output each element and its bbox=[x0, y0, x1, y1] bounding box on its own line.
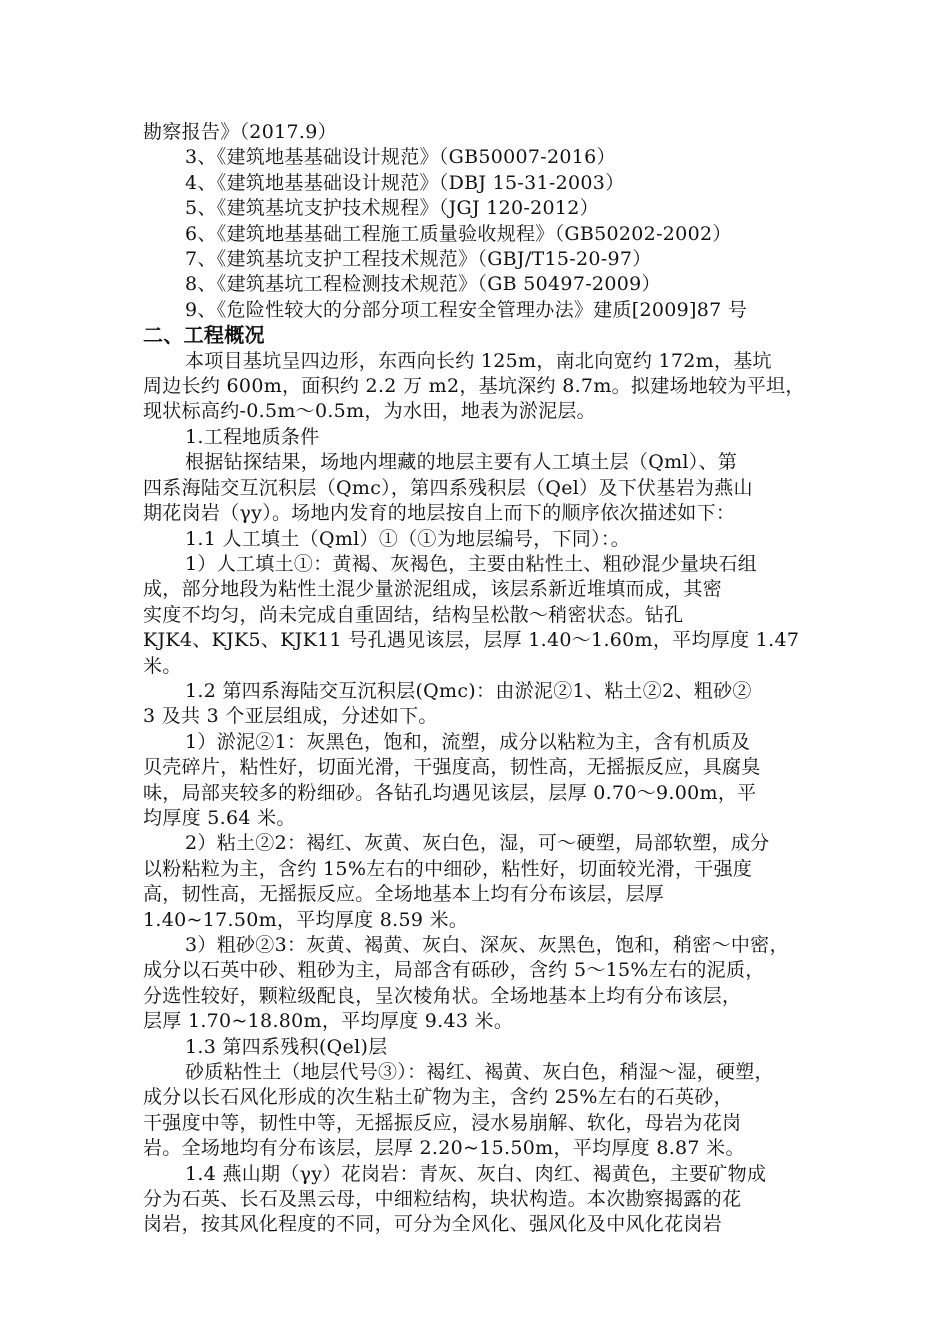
text-line: 1.1 人工填土（Qml）①（①为地层编号，下同）：。 bbox=[185, 527, 631, 550]
text-line: 7、《建筑基坑支护工程技术规范》（GBJ/T15-20-97） bbox=[185, 248, 652, 271]
text-line: KJK4、KJK5、KJK11 号孔遇见该层，层厚 1.40～1.60m，平均厚度 1.47 bbox=[143, 629, 800, 652]
text-line: 4、《建筑地基基础设计规范》（DBJ 15-31-2003） bbox=[185, 171, 625, 194]
text-line: 1）淤泥②1：灰黑色，饱和，流塑，成分以粘粒为主，含有机质及 bbox=[185, 730, 751, 753]
text-line: 1.工程地质条件 bbox=[185, 425, 320, 448]
text-line: 四系海陆交互沉积层（Qmc），第四系残积层（Qel）及下伏基岩为燕山 bbox=[143, 476, 753, 499]
text-line: 干强度中等，韧性中等，无摇振反应，浸水易崩解、软化，母岩为花岗 bbox=[143, 1111, 742, 1134]
text-line: 味，局部夹较多的粉细砂。各钻孔均遇见该层，层厚 0.70～9.00m，平 bbox=[143, 781, 757, 804]
text-line: 1.3 第四系残积(Qel)层 bbox=[185, 1035, 388, 1058]
text-line: 1.2 第四系海陆交互沉积层(Qmc)：由淤泥②1、粘土②2、粗砂② bbox=[185, 679, 752, 702]
text-line: 高，韧性高，无摇振反应。全场地基本上均有分布该层，层厚 bbox=[143, 883, 665, 906]
text-line: 3）粗砂②3：灰黄、褐黄、灰白、深灰、灰黑色，饱和，稍密～中密， bbox=[185, 934, 789, 956]
document-body bbox=[143, 120, 811, 1238]
text-line: 实度不均匀，尚未完成自重固结，结构呈松散～稍密状态。钻孔 bbox=[143, 603, 684, 626]
text-line: 3 及共 3 个亚层组成，分述如下。 bbox=[143, 705, 438, 728]
text-line: 岩。全场地均有分布该层，层厚 2.20~15.50m，平均厚度 8.87 米。 bbox=[143, 1137, 745, 1160]
text-line: 勘察报告》（2017.9） bbox=[143, 121, 337, 143]
text-line: 本项目基坑呈四边形，东西向长约 125m，南北向宽约 172m，基坑 bbox=[185, 349, 772, 372]
text-line: 周边长约 600m，面积约 2.2 万 m2，基坑深约 8.7m。拟建场地较为平坦， bbox=[143, 375, 805, 398]
text-line: 3、《建筑地基基础设计规范》（GB50007-2016） bbox=[185, 146, 616, 169]
section-heading: 二、工程概况 bbox=[143, 323, 265, 348]
text-line: 均厚度 5.64 米。 bbox=[143, 806, 296, 829]
text-line: 6、《建筑地基基础工程施工质量验收规程》（GB50202-2002） bbox=[185, 222, 732, 245]
text-line: 贝壳碎片，粘性好，切面光滑，干强度高，韧性高，无摇振反应，具腐臭 bbox=[143, 756, 761, 779]
text-line: 砂质粘性土（地层代号③）：褐红、褐黄、灰白色，稍湿～湿，硬塑， bbox=[185, 1061, 774, 1084]
text-line: 成分以石英中砂、粗砂为主，局部含有砾砂，含约 5～15%左右的泥质， bbox=[143, 959, 765, 982]
text-line: 9、《危险性较大的分部分项工程安全管理办法》建质[2009]87 号 bbox=[185, 298, 748, 321]
text-line: 1.4 燕山期（γy）花岗岩：青灰、灰白、肉红、褐黄色，主要矿物成 bbox=[185, 1162, 767, 1185]
text-line: 1）人工填土①：黄褐、灰褐色，主要由粘性土、粗砂混少量块石组 bbox=[185, 552, 758, 575]
text-line: 分选性较好，颗粒级配良，呈次棱角状。全场地基本上均有分布该层， bbox=[143, 984, 742, 1007]
text-line: 成，部分地段为粘性土混少量淤泥组成，该层系新近堆填而成，其密 bbox=[143, 578, 723, 601]
text-line: 层厚 1.70~18.80m，平均厚度 9.43 米。 bbox=[143, 1010, 514, 1033]
text-line: 现状标高约-0.5m～0.5m，为水田，地表为淤泥层。 bbox=[143, 400, 596, 423]
text-line: 米。 bbox=[143, 654, 182, 677]
text-line: 分为石英、长石及黑云母，中细粒结构，块状构造。本次勘察揭露的花 bbox=[143, 1188, 742, 1211]
text-line: 2）粘土②2：褐红、灰黄、灰白色，湿，可～硬塑，局部软塑，成分 bbox=[185, 832, 770, 855]
text-line: 岗岩，按其风化程度的不同，可分为全风化、强风化及中风化花岗岩 bbox=[143, 1213, 723, 1236]
text-line: 5、《建筑基坑支护技术规程》（JGJ 120-2012） bbox=[185, 197, 599, 220]
text-line: 1.40~17.50m，平均厚度 8.59 米。 bbox=[143, 908, 469, 931]
text-line: 成分以长石风化形成的次生粘土矿物为主，含约 25%左右的石英砂， bbox=[143, 1086, 733, 1109]
text-line: 根据钻探结果，场地内埋藏的地层主要有人工填土层（Qml）、第 bbox=[185, 451, 738, 474]
text-line: 期花岗岩（γy）。场地内发育的地层按自上而下的顺序依次描述如下： bbox=[143, 502, 736, 525]
text-line: 以粉粘粒为主，含约 15%左右的中细砂，粘性好，切面较光滑，干强度 bbox=[143, 857, 753, 880]
text-line: 8、《建筑基坑工程检测技术规范》（GB 50497-2009） bbox=[185, 273, 661, 296]
